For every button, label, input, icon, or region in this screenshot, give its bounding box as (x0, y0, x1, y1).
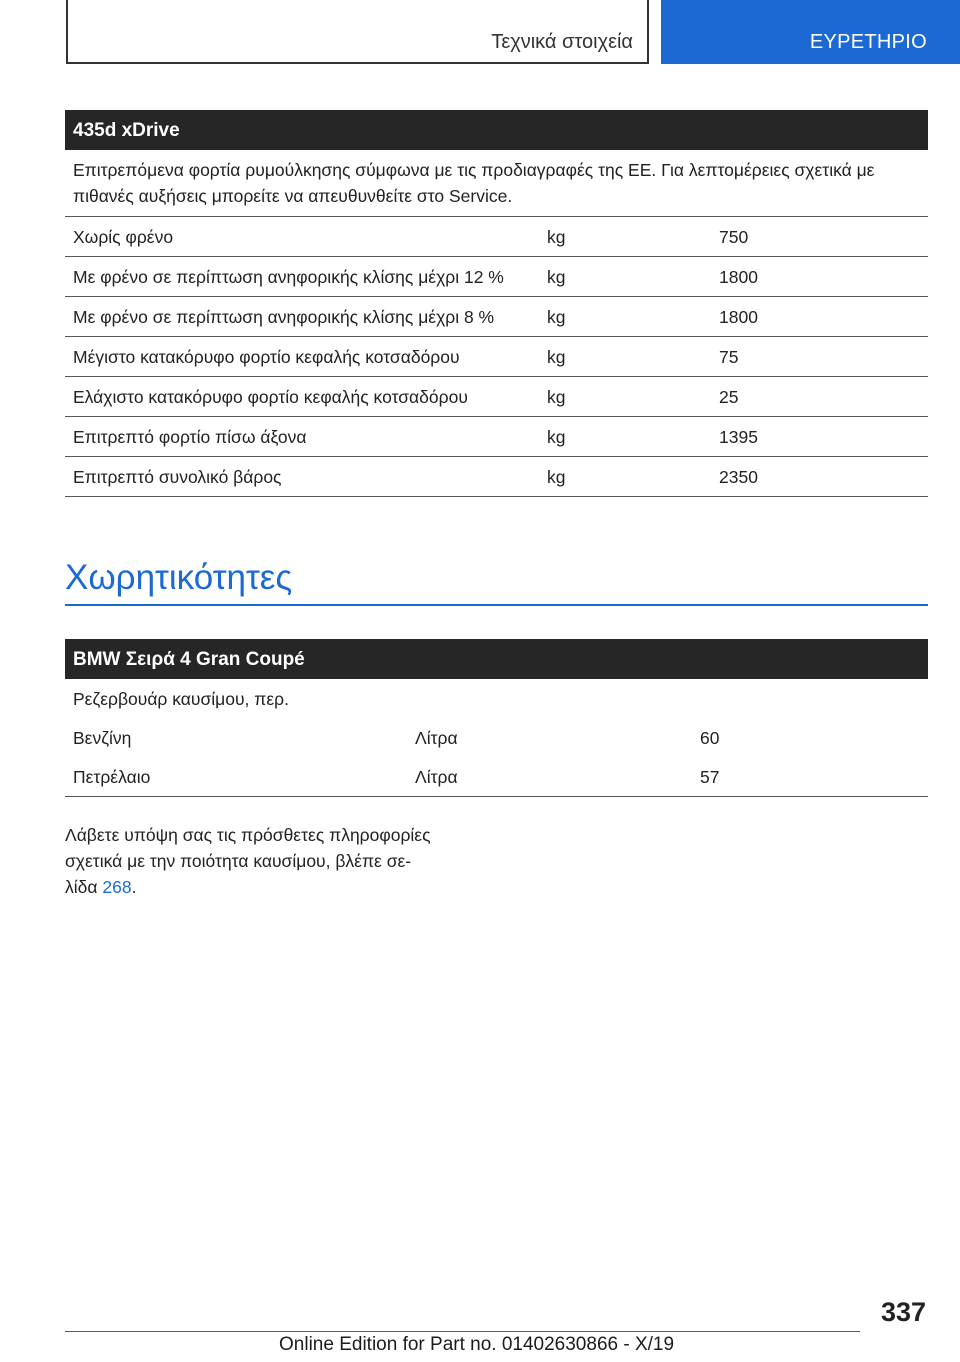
table-title: BMW Σειρά 4 Gran Coupé (65, 639, 928, 679)
row-unit: kg (547, 427, 566, 447)
row-label: Με φρένο σε περίπτωση ανηφορικής κλίσης μέχρι 12 % (73, 267, 504, 287)
row-label: Επιτρεπτό συνολικό βάρος (73, 467, 282, 487)
index-tab[interactable] (661, 0, 960, 64)
row-value: 1800 (719, 267, 758, 287)
table-row (65, 217, 928, 257)
row-unit: kg (547, 347, 566, 367)
table-row (65, 337, 928, 377)
table-title: 435d xDrive (65, 110, 928, 150)
table-row (65, 297, 928, 337)
row-unit: Λίτρα (415, 767, 458, 787)
row-label: Χωρίς φρένο (73, 227, 174, 247)
note-line-prefix: λίδα (65, 877, 103, 897)
row-value: 57 (700, 767, 720, 787)
row-label: Με φρένο σε περίπτωση ανηφορικής κλίσης μέχρι 8 % (73, 307, 495, 327)
table-row (65, 718, 928, 757)
row-unit: kg (547, 307, 566, 327)
row-unit: Λίτρα (415, 728, 458, 748)
row-value: 60 (700, 728, 720, 748)
table-row (65, 457, 928, 497)
row-value: 25 (719, 387, 739, 407)
page-number: 337 (880, 1297, 926, 1327)
row-label: Πετρέλαιο (73, 767, 151, 787)
row-unit: kg (547, 387, 566, 407)
row-value: 2350 (719, 467, 758, 487)
row-label: Επιτρεπτό φορτίο πίσω άξονα (73, 427, 307, 447)
page-reference-link[interactable]: 268 (102, 877, 132, 897)
row-unit: kg (547, 227, 566, 247)
section-heading: Χωρητικότητες (65, 558, 293, 597)
row-label: Μέγιστο κατακόρυφο φορτίο κεφαλής κοτσαδόρου (73, 347, 460, 367)
section-tab[interactable] (66, 0, 649, 64)
table-row (65, 417, 928, 457)
capacities-table (65, 639, 928, 797)
row-value: 75 (719, 347, 739, 367)
table-row (65, 257, 928, 297)
row-value: 750 (719, 227, 749, 247)
row-value: 1800 (719, 307, 758, 327)
table-row (65, 377, 928, 417)
row-value: 1395 (719, 427, 758, 447)
note-suffix: . (131, 877, 137, 897)
footer-edition: Online Edition for Part no. 01402630866 - X/19 (279, 1334, 675, 1355)
row-label: Βενζίνη (73, 728, 132, 748)
table-row (65, 757, 928, 797)
note-line (65, 874, 475, 900)
table-subtitle: Ρεζερβουάρ καυσίμου, περ. (73, 689, 289, 709)
row-unit: kg (547, 467, 566, 487)
note-line: Λάβετε υπόψη σας τις πρόσθετες πληροφορίες (65, 825, 431, 845)
index-tab-label: ΕΥΡΕΤΗΡΙΟ (809, 31, 927, 53)
row-label: Ελάχιστο κατακόρυφο φορτίο κεφαλής κοτσαδόρου (73, 387, 468, 407)
section-divider (65, 604, 928, 606)
note-line: σχετικά με την ποιότητα καυσίμου, βλέπε σε- (65, 851, 412, 871)
trailer-load-table (65, 110, 928, 497)
fuel-quality-note (65, 822, 475, 900)
table-description: Επιτρεπόμενα φορτία ρυμούλκησης σύμφωνα με τις προδιαγραφές της ΕΕ. Για λεπτομέρειες σχετικά με πιθανές αυξήσεις μπορείτε να απευθυνθείτε στο Service. (65, 150, 928, 217)
row-unit: kg (547, 267, 566, 287)
section-tab-label: Τεχνικά στοιχεία (491, 31, 633, 53)
footer-divider (65, 1331, 860, 1332)
